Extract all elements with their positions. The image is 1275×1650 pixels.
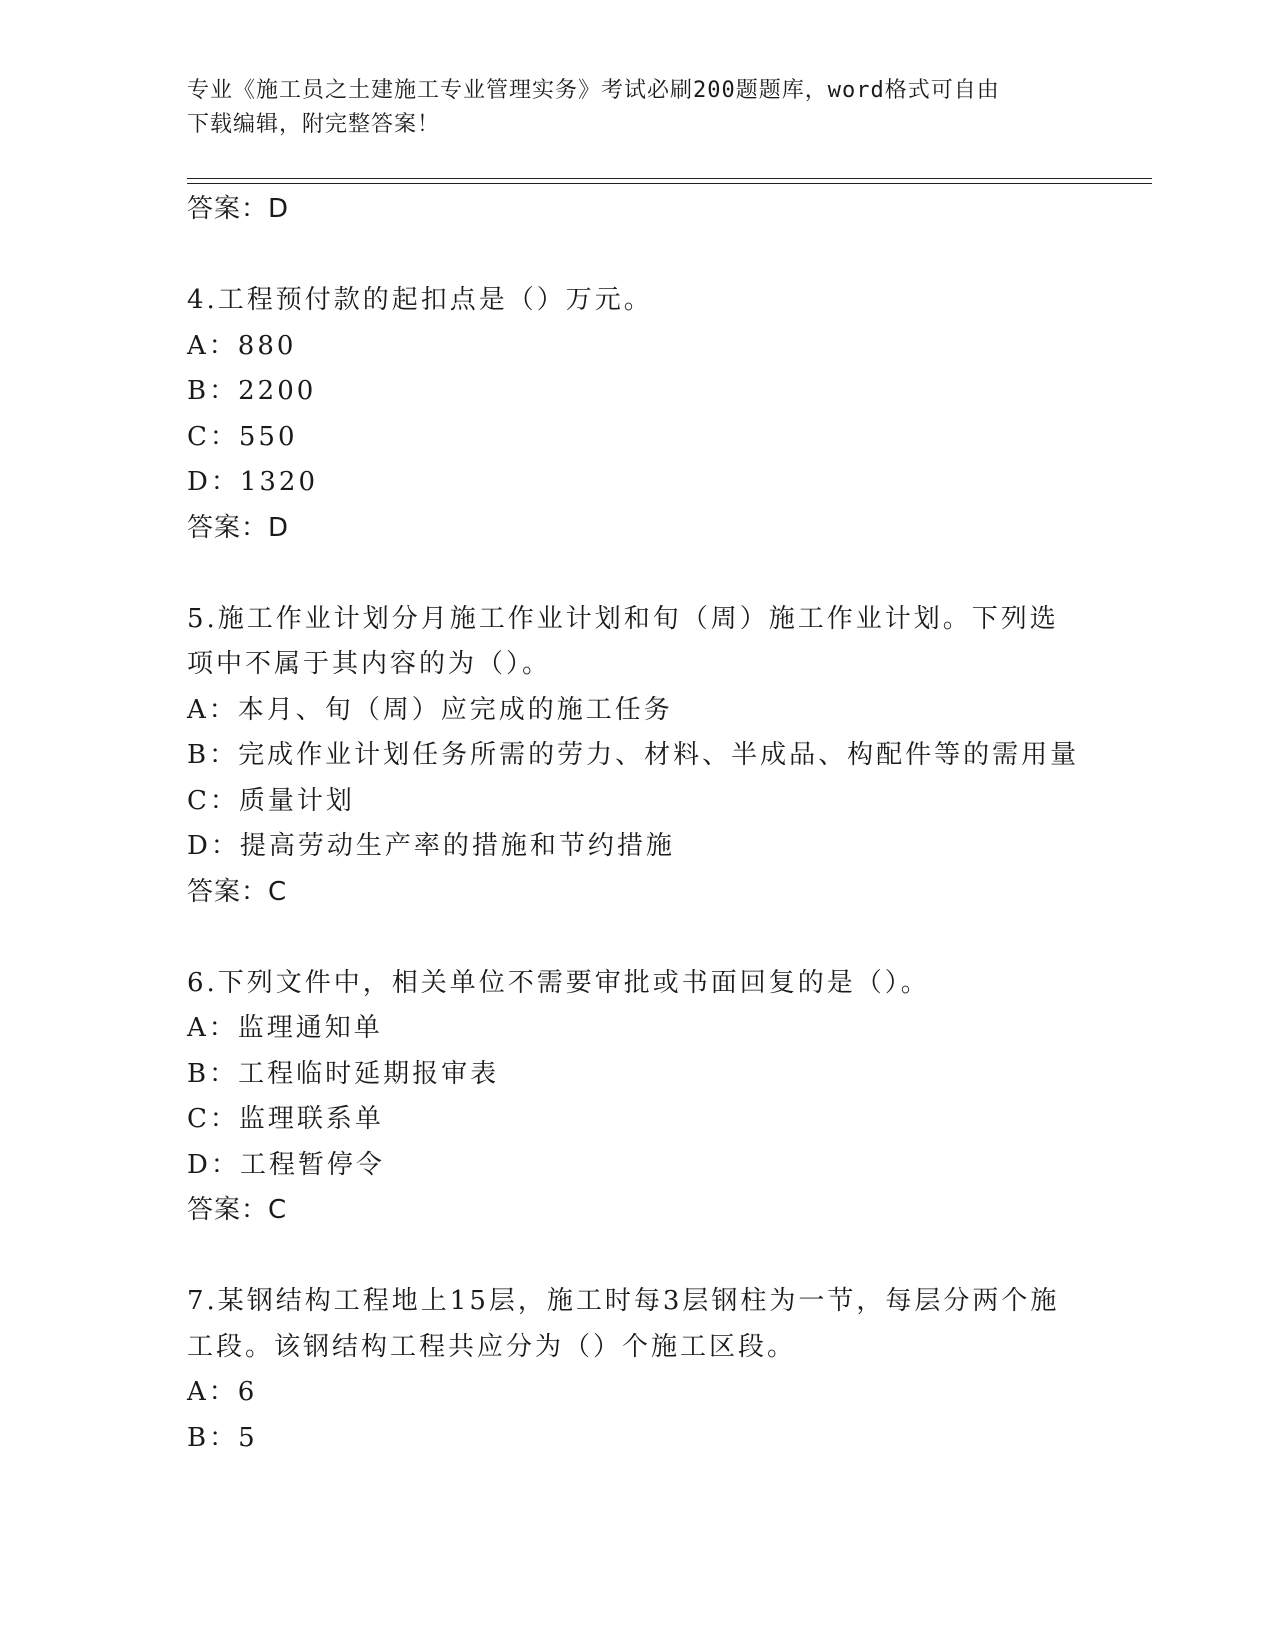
option-b: B：工程临时延期报审表 (187, 1058, 500, 1089)
header-rule-top (187, 178, 1152, 179)
option-c: C：监理联系单 (187, 1104, 384, 1134)
question-4 (187, 278, 1087, 551)
question-list (187, 187, 1087, 1461)
question-text-continued: 项中不属于其内容的为（）。 (187, 649, 552, 679)
option-a: A：880 (187, 330, 297, 361)
question-5 (187, 597, 1087, 916)
document-header (187, 74, 1067, 142)
spacer (187, 915, 1087, 961)
option-d: D：1320 (187, 467, 319, 497)
option-b: B：5 (187, 1422, 258, 1453)
question-text: 7.某钢结构工程地上15层，施工时每3层钢柱为一节，每层分两个施 (187, 1286, 1060, 1316)
option-a: A：本月、旬（周）应完成的施工任务 (187, 694, 673, 725)
question-text: 6.下列文件中，相关单位不需要审批或书面回复的是（）。 (187, 967, 930, 998)
spacer (187, 1234, 1087, 1280)
question-text: 4.工程预付款的起扣点是（）万元。 (187, 285, 653, 315)
header-line-1: 专业《施工员之土建施工专业管理实务》考试必刷200题题库，word格式可自由 (187, 78, 1000, 103)
option-d: D：工程暂停令 (187, 1149, 385, 1180)
answer: 答案：C (187, 876, 288, 907)
spacer (187, 233, 1087, 279)
spacer (187, 551, 1087, 597)
option-d: D：提高劳动生产率的措施和节约措施 (187, 831, 675, 861)
question-7 (187, 1279, 1087, 1461)
question-text: 5.施工作业计划分月施工作业计划和旬（周）施工作业计划。下列选 (187, 603, 1059, 634)
option-a: A：监理通知单 (187, 1013, 383, 1043)
question-text-continued: 工段。该钢结构工程共应分为（）个施工区段。 (187, 1331, 797, 1362)
question-6 (187, 961, 1087, 1234)
header-line-2: 下载编辑，附完整答案！ (187, 112, 441, 137)
option-b: B：2200 (187, 376, 317, 406)
option-a: A：6 (187, 1377, 258, 1407)
option-b: B：完成作业计划任务所需的劳力、材料、半成品、构配件等的需用量 (187, 740, 1080, 770)
header-rule-bottom (187, 183, 1152, 184)
option-c: C：550 (187, 421, 298, 452)
option-c: C：质量计划 (187, 785, 355, 816)
answer: 答案：D (187, 512, 290, 543)
previous-answer: 答案：D (187, 194, 290, 224)
answer: 答案：C (187, 1195, 288, 1225)
